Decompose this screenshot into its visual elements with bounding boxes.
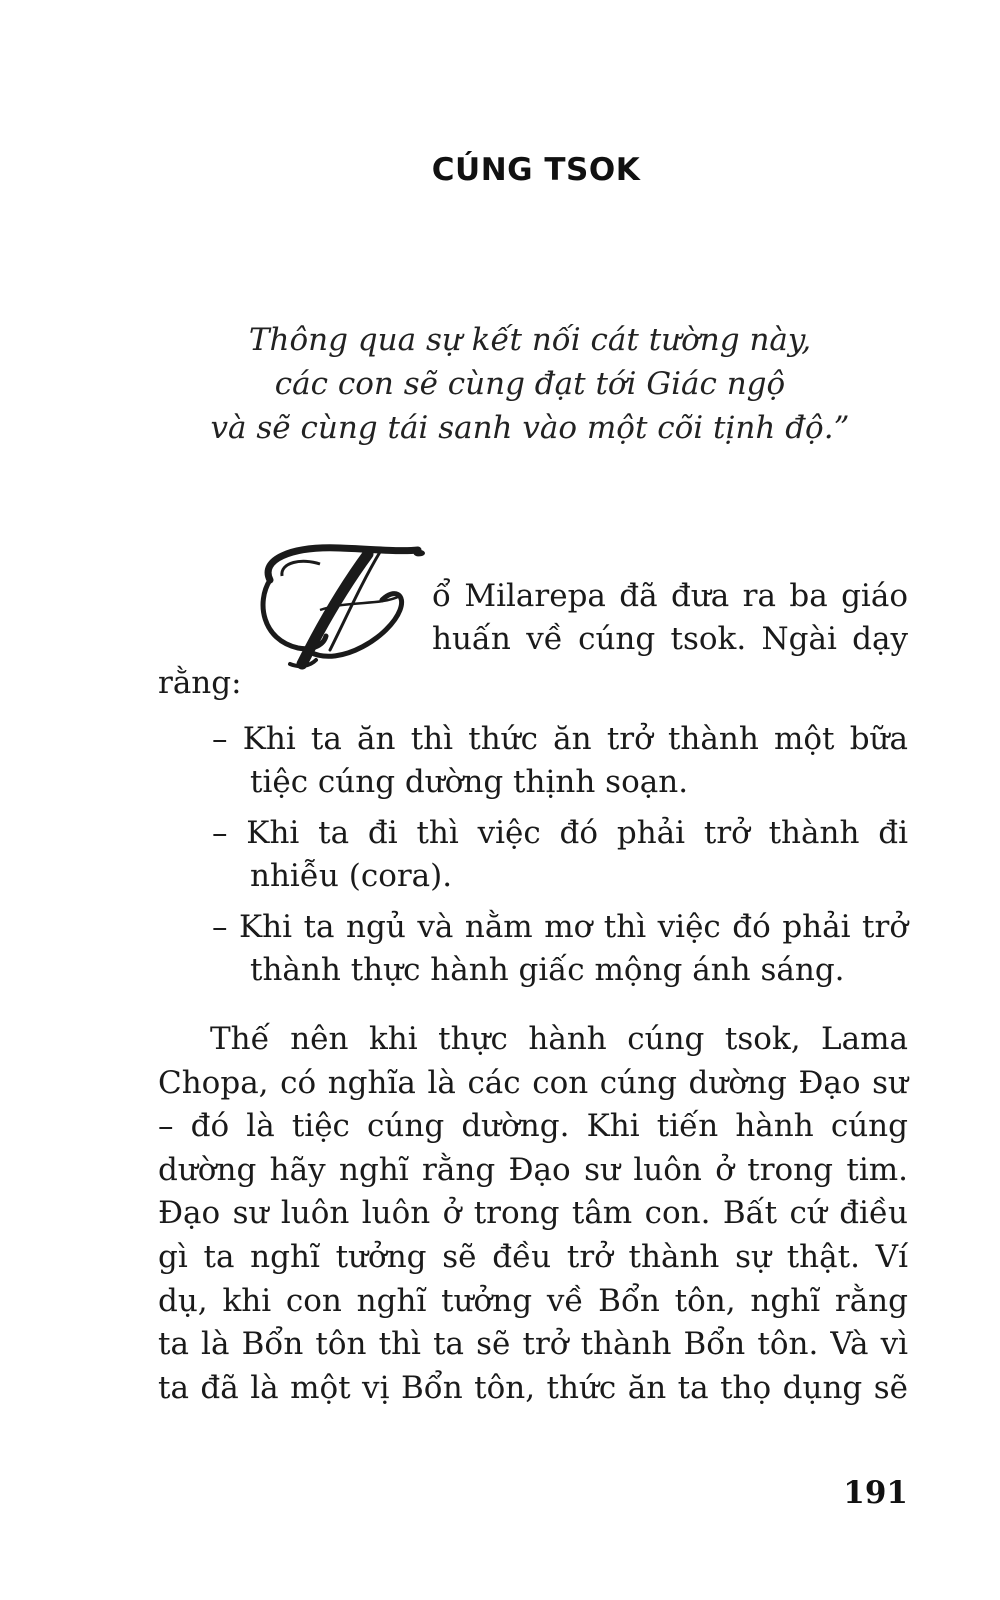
drop-cap-t	[250, 540, 430, 670]
body-line: Đạo sư luôn luôn ở trong tâm con. Bất cứ điều	[158, 1195, 908, 1232]
list-item-text: – Khi ta ăn thì thức ăn trở thành một bữa	[212, 721, 908, 757]
intro-line: ổ Milarepa đã đưa ra ba giáo	[432, 578, 908, 614]
epigraph-line: và sẽ cùng tái sanh vào một cõi tịnh độ.”	[210, 410, 850, 446]
chapter-title: CÚNG TSOK	[431, 152, 641, 188]
list-item	[212, 812, 908, 898]
intro-line: rằng:	[158, 665, 242, 701]
list-item	[212, 906, 908, 992]
list-item-text: – Khi ta ngủ và nằm mơ thì việc đó phải trở	[212, 909, 908, 945]
epigraph	[160, 318, 900, 450]
page-number: 191	[843, 1475, 908, 1511]
body-paragraph	[158, 1018, 908, 1410]
teaching-list	[212, 718, 908, 1000]
epigraph-line: Thông qua sự kết nối cát tường này,	[248, 322, 812, 358]
body-line: dụ, khi con nghĩ tưởng về Bổn tôn, nghĩ rằng	[158, 1282, 908, 1319]
list-item-text: tiệc cúng dường thịnh soạn.	[250, 764, 689, 800]
body-line: Chopa, có nghĩa là các con cúng dường Đạo sư	[158, 1064, 908, 1101]
body-line: Thế nên khi thực hành cúng tsok, Lama	[210, 1021, 908, 1057]
intro-line: huấn về cúng tsok. Ngài dạy	[432, 621, 908, 657]
list-item-text: thành thực hành giấc mộng ánh sáng.	[250, 952, 845, 988]
body-line: ta đã là một vị Bổn tôn, thức ăn ta thọ dụng sẽ	[158, 1369, 908, 1406]
list-item	[212, 718, 908, 804]
list-item-text: – Khi ta đi thì việc đó phải trở thành đi	[212, 815, 908, 851]
body-line: ta là Bổn tôn thì ta sẽ trở thành Bổn tôn. Và vì	[158, 1326, 908, 1363]
body-line: – đó là tiệc cúng dường. Khi tiến hành cúng	[158, 1108, 908, 1145]
list-item-text: nhiễu (cora).	[250, 858, 453, 894]
body-line: gì ta nghĩ tưởng sẽ đều trở thành sự thật. Ví	[158, 1238, 908, 1275]
epigraph-line: các con sẽ cùng đạt tới Giác ngộ	[274, 366, 786, 402]
body-line: dường hãy nghĩ rằng Đạo sư luôn ở trong tim.	[158, 1151, 908, 1188]
